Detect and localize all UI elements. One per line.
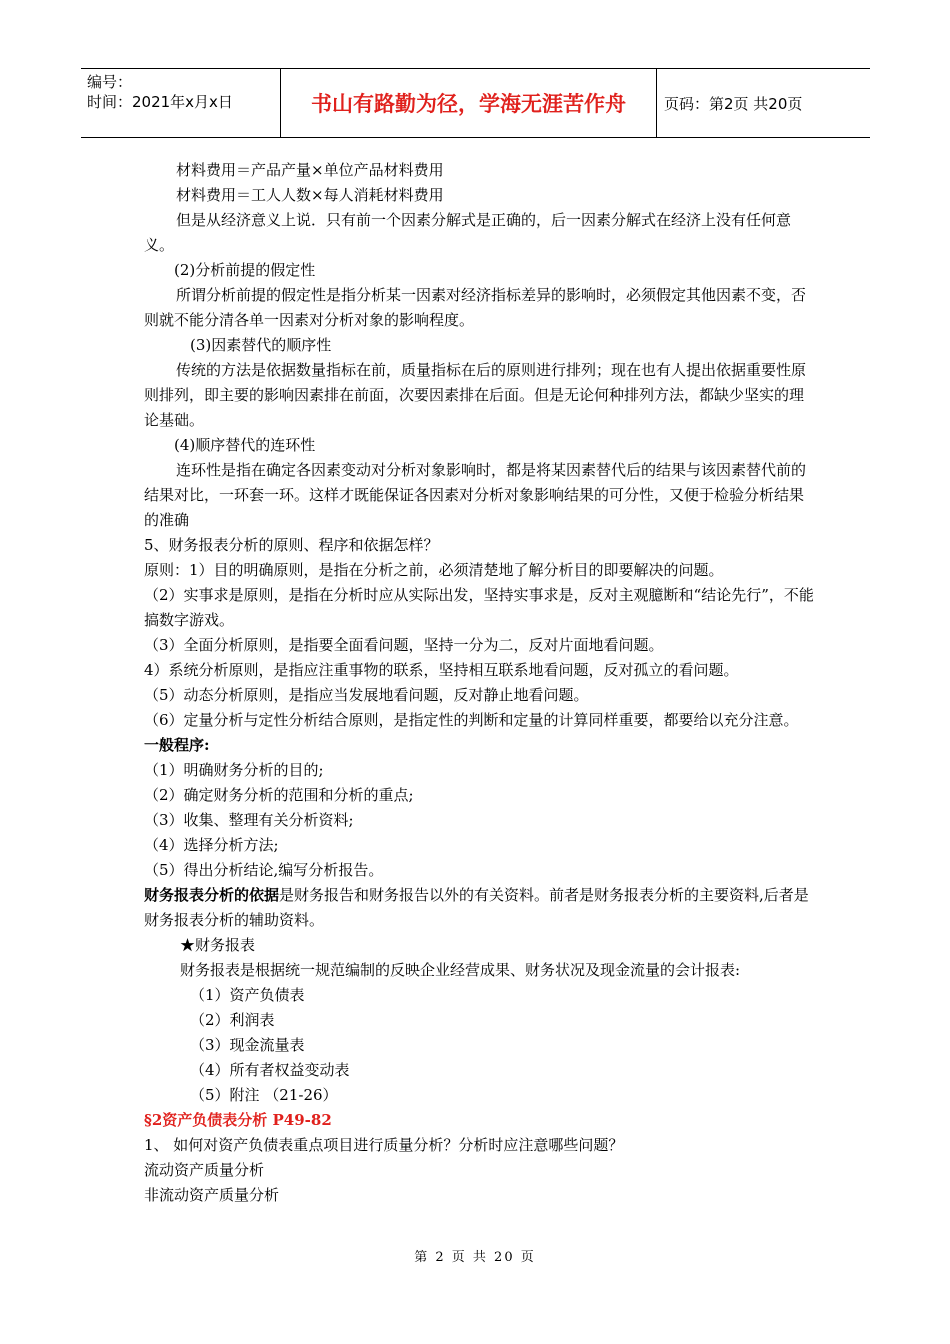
subheading: (3)因素替代的顺序性 bbox=[190, 336, 332, 354]
procedure-step: （1）明确财务分析的目的; bbox=[144, 761, 324, 779]
subheading: (2)分析前提的假定性 bbox=[174, 261, 316, 279]
basis-paragraph bbox=[144, 883, 814, 933]
procedure-step: （2）确定财务分析的范围和分析的重点; bbox=[144, 786, 414, 804]
section-heading: §2资产负债表分析 P49-82 bbox=[144, 1111, 332, 1129]
procedure-step: （3）收集、整理有关分析资料; bbox=[144, 811, 354, 829]
principle-item: （3）全面分析原则，是指要全面看问题，坚持一分为二，反对片面地看问题。 bbox=[144, 636, 664, 654]
report-item: （4）所有者权益变动表 bbox=[190, 1061, 350, 1079]
procedure-step: （4）选择分析方法; bbox=[144, 836, 279, 854]
report-item: （2）利润表 bbox=[190, 1011, 275, 1029]
basis-text: 是财务报告和财务报告以外的有关资料。前者是财务报表分析的主要资料,后者是财务报表分析的辅助资料。 bbox=[144, 886, 809, 929]
answer-line: 流动资产质量分析 bbox=[144, 1161, 265, 1179]
paragraph: 传统的方法是依据数量指标在前，质量指标在后的原则进行排列；现在也有人提出依据重要性原则排列，即主要的影响因素排在前面，次要因素排在后面。但是无论何种排列方法，都缺少坚实的理论基础。 bbox=[144, 361, 807, 429]
paragraph: 材料费用＝工人人数×每人消耗材料费用 bbox=[176, 186, 444, 204]
principle-item: （6）定量分析与定性分析结合原则，是指定性的判断和定量的计算同样重要，都要给以充分注意。 bbox=[144, 711, 799, 729]
header-time-label: 时间：2021年x月x日 bbox=[87, 93, 233, 111]
paragraph: 所谓分析前提的假定性是指分析某一因素对经济指标差异的影响时，必须假定其他因素不变，否则就不能分清各单一因素对分析对象的影响程度。 bbox=[144, 286, 807, 329]
paragraph: 财务报表是根据统一规范编制的反映企业经营成果、财务状况及现金流量的会计报表: bbox=[180, 961, 741, 979]
paragraph: 连环性是指在确定各因素变动对分析对象影响时，都是将某因素替代后的结果与该因素替代前的结果对比，一环套一环。这样才既能保证各因素对分析对象影响结果的可分性，又便于检验分析结果的准确 bbox=[144, 461, 807, 529]
report-item: （5）附注 （21-26） bbox=[190, 1086, 338, 1104]
paragraph: 但是从经济意义上说．只有前一个因素分解式是正确的，后一因素分解式在经济上没有任何意义。 bbox=[144, 211, 792, 254]
procedure-step: （5）得出分析结论,编写分析报告。 bbox=[144, 861, 384, 879]
basis-term: 财务报表分析的依据 bbox=[144, 886, 280, 904]
principle-item: 4）系统分析原则，是指应注重事物的联系，坚持相互联系地看问题，反对孤立的看问题。 bbox=[144, 661, 739, 679]
star-heading: ★财务报表 bbox=[180, 936, 256, 954]
page-footer: 第 2 页 共 20 页 bbox=[414, 1250, 536, 1265]
principle-item: （2）实事求是原则，是指在分析时应从实际出发，坚持实事求是，反对主观臆断和“结论先行”，不能搞数字游戏。 bbox=[144, 586, 814, 629]
procedure-heading: 一般程序: bbox=[144, 736, 210, 754]
report-item: （1）资产负债表 bbox=[190, 986, 305, 1004]
header-page-info: 页码：第2页 共20页 bbox=[664, 94, 803, 113]
page-header bbox=[81, 68, 870, 138]
header-meta bbox=[81, 69, 281, 137]
report-item: （3）现金流量表 bbox=[190, 1036, 305, 1054]
header-motto: 书山有路勤为径，学海无涯苦作舟 bbox=[281, 69, 657, 137]
header-number-label: 编号： bbox=[87, 73, 133, 91]
answer-line: 非流动资产质量分析 bbox=[144, 1186, 280, 1204]
principle-item: 原则：1）目的明确原则，是指在分析之前，必须清楚地了解分析目的即要解决的问题。 bbox=[144, 561, 724, 579]
question: 1、 如何对资产负债表重点项目进行质量分析？分析时应注意哪些问题？ bbox=[144, 1136, 624, 1154]
document-body bbox=[144, 158, 814, 1208]
subheading: (4)顺序替代的连环性 bbox=[174, 436, 316, 454]
principle-item: （5）动态分析原则，是指应当发展地看问题，反对静止地看问题。 bbox=[144, 686, 589, 704]
question: 5、财务报表分析的原则、程序和依据怎样？ bbox=[144, 536, 439, 554]
paragraph: 材料费用＝产品产量×单位产品材料费用 bbox=[176, 161, 444, 179]
